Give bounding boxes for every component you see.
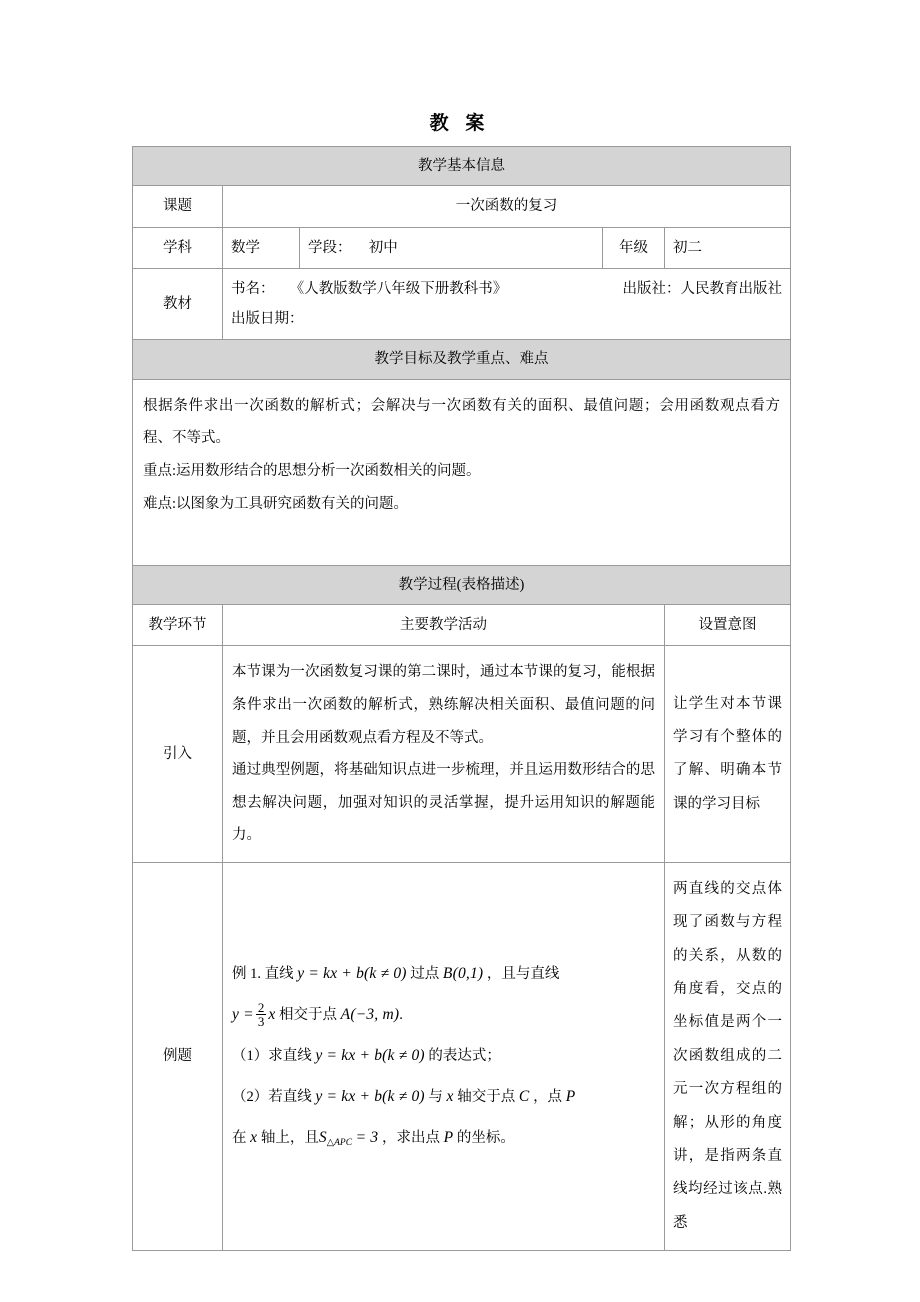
subject-value: 数学 [223,227,300,268]
objectives-goal: 根据条件求出一次函数的解析式；会解决与一次函数有关的面积、最值问题；会用函数观点看方程、不等式。 [143,397,781,447]
q1-equation: y = kx + b(k ≠ 0) [315,1047,425,1065]
example-line2-end: . [399,1007,403,1024]
activity-intro-p2: 通过典型例题，将基础知识点进一步梳理，并且运用数形结合的思想去解决问题，加强对知识的灵活掌握，提升运用知识的解题能力。 [232,762,655,844]
example-line1-text-a: 直线 [264,966,294,983]
page-title: 教 案 [429,113,491,134]
q2-line2-text-a: 在 [232,1129,247,1146]
pubdate-label: 出版日期： [231,311,304,328]
objectives-difficult-point: 难点:以图象为工具研究函数有关的问题。 [143,495,409,512]
objectives-spacer [143,520,780,553]
q2-point-p: P [565,1087,576,1105]
q2-text-a: 若直线 [268,1088,312,1105]
example-equation-1: y = kx + b(k ≠ 0) [297,965,407,983]
example-question-2 [232,1080,655,1115]
example-line2-lead: y = [232,1006,254,1024]
stage-name-intro: 引入 [133,646,223,863]
example-line2-text: 相交于点 [279,1007,338,1024]
table-row [133,863,791,1251]
q2-line2-text-b: 轴上，且 [260,1129,319,1146]
textbook-label: 教材 [133,268,223,340]
textbook-row [133,268,791,340]
basic-info-header: 教学基本信息 [133,147,791,186]
lesson-plan-table [132,146,791,1251]
q1-text-a: 求直线 [268,1048,312,1065]
fraction-denominator: 3 [257,1014,265,1030]
intent-intro [665,646,791,863]
col-header-stage: 教学环节 [133,605,223,646]
q2-axis-var: x [446,1087,454,1105]
q2-number: （2） [232,1088,269,1105]
q2-equation: y = kx + b(k ≠ 0) [315,1087,425,1105]
objectives-header-row [133,340,791,379]
q1-text-b: 的表达式； [428,1048,501,1065]
example-point-a: A(−3, m) [340,1006,400,1024]
objectives-header: 教学目标及教学重点、难点 [133,340,791,379]
activity-intro-p1: 本节课为一次函数复习课的第二课时，通过本节课的复习，能根据条件求出一次函数的解析式，熟练解决相关面积、最值问题的问题，并且会用函数观点看方程及不等式。 [232,664,655,746]
subject-label: 学科 [133,227,223,268]
q2-text-b: 与 [428,1088,443,1105]
q2-line2-var: x [250,1128,258,1146]
intent-intro-text: 让学生对本节课学习有个整体的了解、明确本节课的学习目标 [673,695,783,812]
col-header-activity: 主要教学活动 [223,605,665,646]
book-name-value: 《人教版数学八年级下册教科书》 [289,280,508,297]
objectives-row [133,379,791,565]
book-name [231,275,507,303]
fraction-numerator: 2 [257,999,265,1015]
process-header-row [133,565,791,604]
intent-example [665,863,791,1251]
pubdate-line [231,305,782,333]
grade-label: 年级 [603,227,665,268]
topic-label: 课题 [133,186,223,227]
grade-value: 初二 [665,227,791,268]
example-line-2 [232,998,655,1033]
subject-row [133,227,791,268]
q1-number: （1） [232,1048,269,1065]
publisher [623,275,783,303]
example-line-1 [232,957,655,992]
basic-info-header-row [133,147,791,186]
book-name-line [231,275,782,303]
topic-value: 一次函数的复习 [223,186,791,227]
q2-text-d: ，点 [533,1088,563,1105]
col-header-intent: 设置意图 [665,605,791,646]
process-header: 教学过程(表格描述) [133,565,791,604]
area-symbol: S [318,1128,327,1146]
stage-name-example: 例题 [133,863,223,1251]
example-question-2-cont [232,1121,655,1156]
stage-cell [300,227,603,268]
table-row [133,646,791,863]
area-equation: = 3 [355,1128,379,1146]
q2-point-p-2: P [443,1128,454,1146]
example-line1-text-c: ，且与直线 [486,966,560,983]
textbook-info [223,268,791,340]
publisher-value: 人民教育出版社 [680,280,783,297]
activity-intro [223,646,665,863]
example-label: 例 1. [232,966,261,983]
objectives-key-point: 重点:运用数形结合的思想分析一次函数相关的问题。 [143,462,481,479]
book-name-label: 书名： [231,280,275,297]
example-line1-text-b: 过点 [410,966,440,983]
q2-text-c: 轴交于点 [457,1088,516,1105]
fraction-two-thirds [256,1001,267,1029]
process-column-header-row [133,605,791,646]
q2-point-c: C [518,1087,530,1105]
example-question-1 [232,1039,655,1074]
q2-line2-text-d: 的坐标。 [456,1129,515,1146]
topic-row [133,186,791,227]
intent-example-text: 两直线的交点体现了函数与方程的关系，从数的角度看，交点的坐标值是两个一次函数组成的二元一次方程组的解；从形的角度讲，是指两条直线均经过该点.熟悉 [673,881,783,1231]
stage-label: 学段： [308,239,352,256]
stage-value: 初中 [368,239,398,256]
activity-example [223,863,665,1251]
q2-line2-text-c: ，求出点 [381,1129,440,1146]
example-point-b: B(0,1) [442,965,484,983]
publisher-label: 出版社： [622,280,681,297]
objectives-content [133,379,791,565]
area-subscript: △APC [326,1137,353,1148]
example-line2-var: x [268,1006,276,1024]
